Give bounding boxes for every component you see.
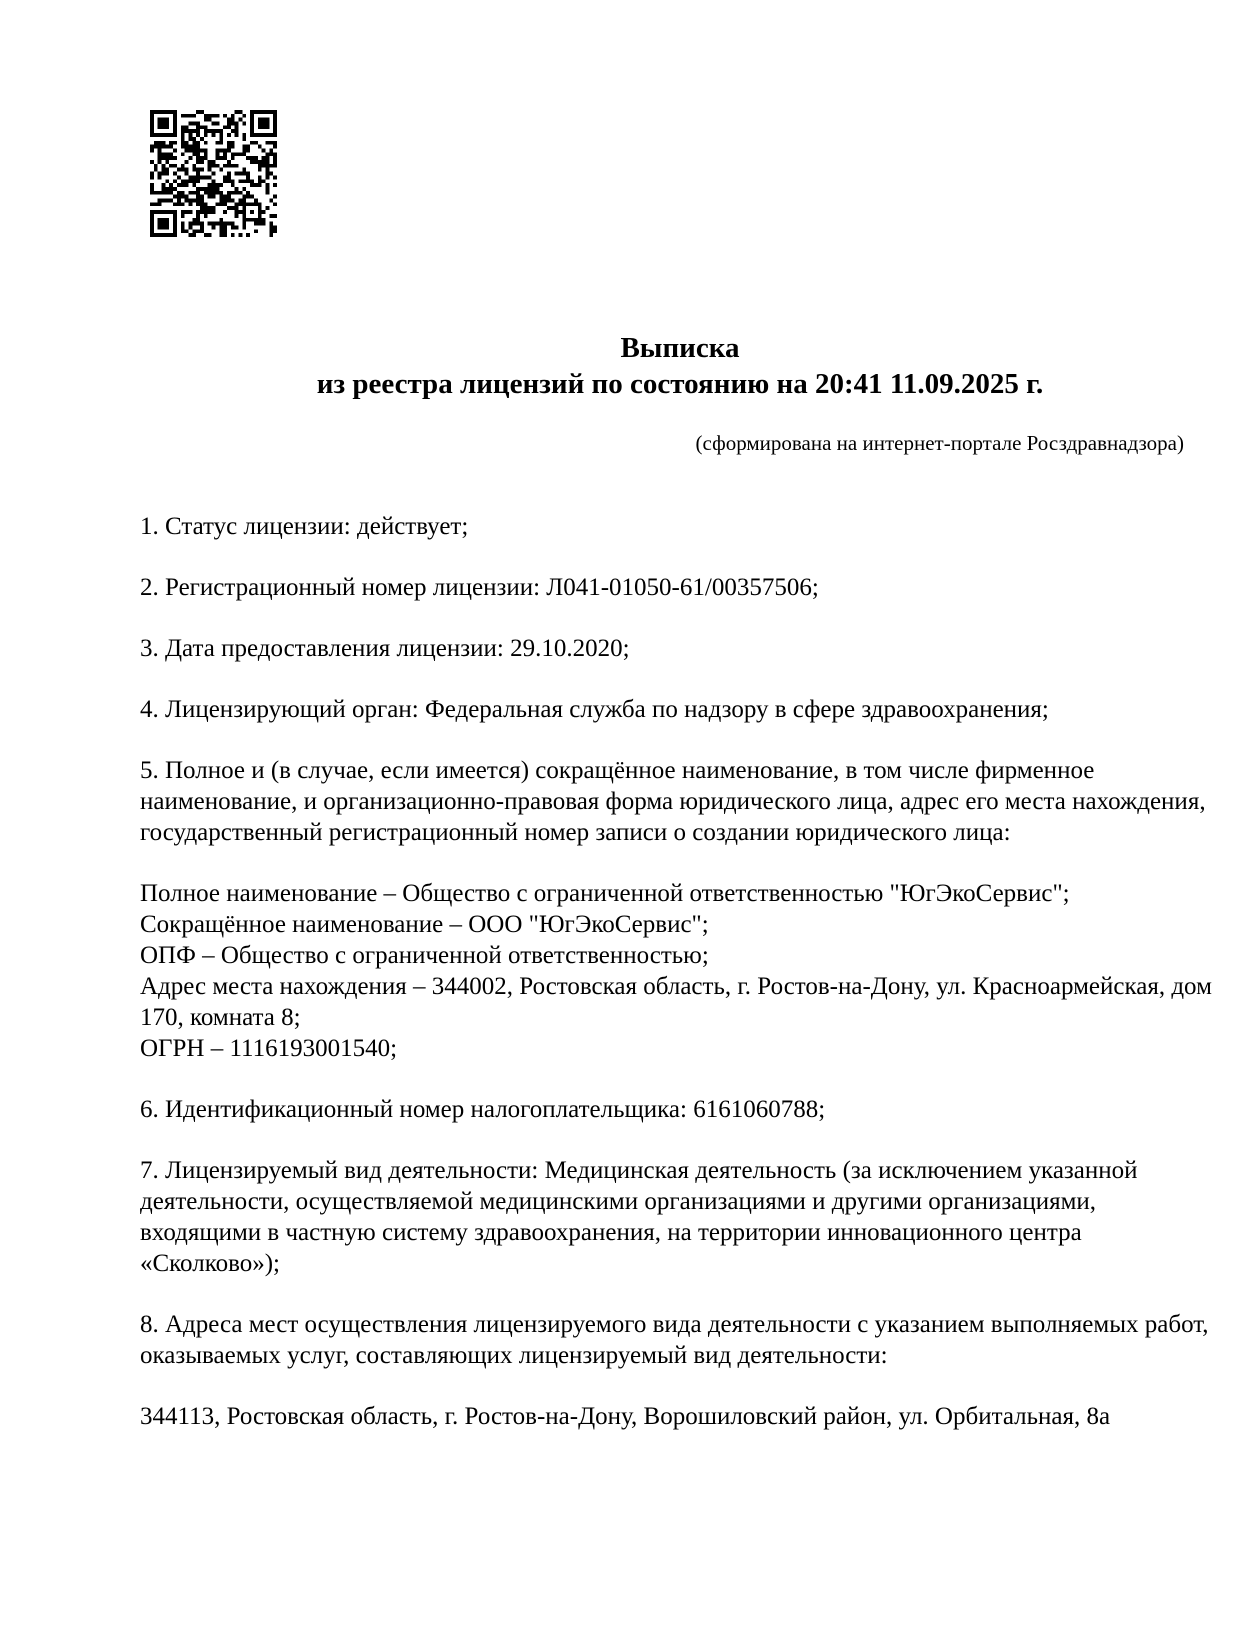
org-legal-form-line: ОПФ – Общество с ограниченной ответственностью;: [140, 942, 709, 969]
item-2-registration-number: 2. Регистрационный номер лицензии: Л041-01050-61/00357506;: [140, 574, 819, 601]
org-address-line: Адрес места нахождения – 344002, Ростовская область, г. Ростов-на-Дону, ул. Красноармейская, дом 170, комната 8;: [140, 973, 1212, 1031]
document-title-line2: из реестра лицензий по состоянию на 20:41 11.09.2025 г.: [316, 368, 1044, 400]
item-3-grant-date: 3. Дата предоставления лицензии: 29.10.2020;: [140, 635, 630, 662]
org-ogrn-line: ОГРН – 1116193001540;: [140, 1035, 398, 1062]
org-short-name-line: Сокращённое наименование – ООО "ЮгЭкоСервис";: [140, 911, 709, 938]
item-5-organization-heading: 5. Полное и (в случае, если имеется) сокращённое наименование, в том числе фирменное наименование, и организационно-правовая форма юридического лица, адрес его места нахождения, государственный регистрационный номер записи о создании юридического лица:: [140, 757, 1206, 846]
activity-address-line: 344113, Ростовская область, г. Ростов-на-Дону, Ворошиловский район, ул. Орбитальная, 8а: [140, 1403, 1111, 1430]
document-title-line1: Выписка: [620, 332, 740, 364]
organization-details-block: [140, 878, 1222, 1064]
org-full-name-line: Полное наименование – Общество с ограниченной ответственностью "ЮгЭкоСервис";: [140, 880, 1070, 907]
item-6-taxpayer-number: 6. Идентификационный номер налогоплательщика: 6161060788;: [140, 1096, 826, 1123]
item-7-licensed-activity: 7. Лицензируемый вид деятельности: Медицинская деятельность (за исключением указанной деятельности, осуществляемой медицинскими организациями и другими организациями, входящими в частную систему здравоохранения, на территории инновационного центра «Сколково»);: [140, 1157, 1138, 1277]
item-8-addresses-heading: 8. Адреса мест осуществления лицензируемого вида деятельности с указанием выполняемых работ, оказываемых услуг, составляющих лицензируемый вид деятельности:: [140, 1311, 1209, 1369]
item-1-license-status: 1. Статус лицензии: действует;: [140, 513, 469, 540]
document-body: [140, 511, 1222, 1432]
item-4-licensing-authority: 4. Лицензирующий орган: Федеральная служба по надзору в сфере здравоохранения;: [140, 696, 1049, 723]
document-title: [140, 330, 1220, 402]
qr-code: [150, 110, 277, 237]
document-subtitle: (сформирована на интернет-портале Росздравнадзора): [695, 431, 1184, 455]
